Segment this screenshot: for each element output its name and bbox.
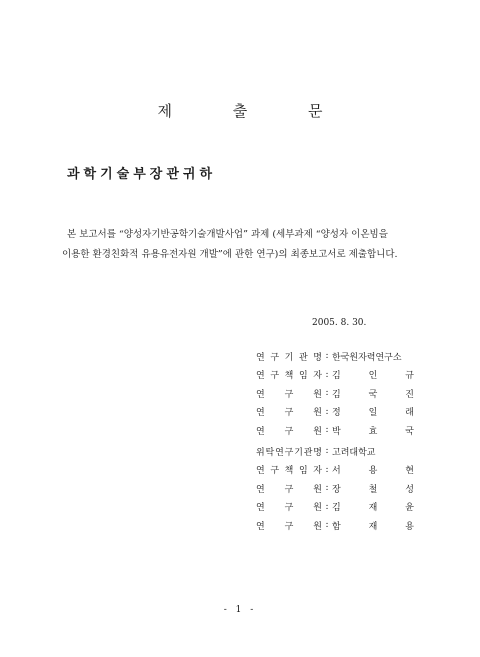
- roster-separator: :: [325, 464, 329, 475]
- roster-primary-institution: [256, 350, 414, 436]
- page-number: - 1 -: [223, 605, 257, 615]
- roster-separator: :: [325, 501, 329, 512]
- roster-person-name: 김 인 규: [332, 371, 414, 381]
- roster-person-name: 서 용 현: [332, 466, 414, 476]
- roster-row: [256, 501, 414, 513]
- roster-separator: :: [325, 388, 329, 398]
- roster-row: [256, 424, 414, 436]
- submission-date: 2005. 8. 30.: [312, 318, 367, 328]
- addressee: 과학기술부장관귀하: [67, 167, 217, 182]
- roster-role: 연 구 원: [256, 484, 322, 495]
- roster-role: 연 구 원: [256, 408, 322, 418]
- roster-separator: :: [325, 425, 329, 435]
- roster-role: 위 탁 연 구 기 관 명: [256, 447, 322, 458]
- roster-person-name: 장 철 성: [332, 484, 414, 495]
- body-text-line-2: 이용한 환경친화적 유용유전자원 개발”에 관한 연구)의 최종보고서로 제출합니다.: [62, 249, 398, 260]
- roster-row: [256, 482, 414, 494]
- roster-person-name: 박 효 국: [332, 426, 414, 437]
- roster-row: [256, 350, 414, 362]
- roster-row: [256, 445, 414, 457]
- roster-separator: :: [325, 351, 329, 361]
- page-title: 제 출 문: [157, 102, 351, 120]
- roster-role: 연 구 원: [256, 389, 322, 400]
- roster-row: [256, 464, 414, 476]
- roster-role: 연 구 원: [256, 426, 322, 437]
- roster-row: [256, 406, 414, 418]
- roster-institution-name: 한국원자력연구소: [332, 352, 402, 363]
- roster-separator: :: [325, 406, 329, 417]
- roster-role: 연 구 책 임 자: [256, 371, 322, 381]
- roster-person-name: 함 재 용: [332, 521, 414, 532]
- roster-row: [256, 519, 414, 531]
- roster-row: [256, 387, 414, 399]
- roster-separator: :: [325, 369, 329, 380]
- body-text-line-1: 본 보고서를 “양성자기반공학기술개발사업” 과제 (세부과제 “양성자 이온빔을: [67, 229, 388, 240]
- roster-separator: :: [325, 446, 329, 456]
- roster-person-name: 정 일 래: [332, 408, 414, 418]
- roster-person-name: 김 국 진: [332, 389, 414, 400]
- roster-role: 연 구 원: [256, 503, 322, 513]
- roster-person-name: 김 재 윤: [332, 503, 414, 513]
- roster-role: 연 구 원: [256, 521, 322, 532]
- roster-row: [256, 369, 414, 381]
- roster-role: 연 구 책 임 자: [256, 466, 322, 476]
- roster-role: 연 구 기 관 명: [256, 352, 322, 363]
- roster-separator: :: [325, 520, 329, 530]
- roster-contract-institution: [256, 445, 414, 531]
- roster-institution-name: 고려대학교: [332, 447, 376, 458]
- roster-separator: :: [325, 483, 329, 493]
